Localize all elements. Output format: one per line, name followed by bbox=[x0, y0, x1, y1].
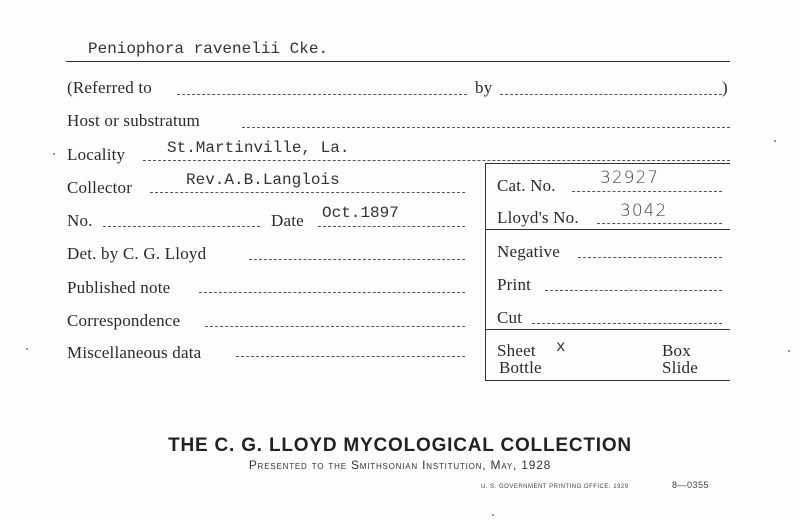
bottle-label: Bottle bbox=[499, 358, 542, 377]
date-value: Oct.1897 bbox=[322, 204, 399, 222]
cat-no-line bbox=[572, 191, 722, 192]
sheet-label: Sheet bbox=[497, 341, 536, 360]
lloyd-no-label: Lloyd's No. bbox=[497, 208, 579, 227]
date-label: Date bbox=[271, 211, 304, 230]
cat-no-value: 32927 bbox=[600, 168, 660, 188]
by-label: by bbox=[475, 78, 493, 97]
det-label: Det. by C. G. Lloyd bbox=[67, 244, 207, 263]
locality-line bbox=[143, 160, 730, 161]
printer-line: U. S. GOVERNMENT PRINTING OFFICE: 1929 bbox=[481, 484, 629, 490]
misc-line bbox=[236, 356, 465, 357]
locality-label: Locality bbox=[67, 145, 126, 164]
collection-subtitle: Presented to the Smithsonian Institution, May, 1928 bbox=[248, 458, 552, 472]
species-underline bbox=[66, 61, 730, 62]
slide-label: Slide bbox=[662, 358, 698, 377]
speck bbox=[26, 348, 28, 350]
form-code: 8—0355 bbox=[672, 480, 710, 490]
date-line bbox=[318, 226, 465, 227]
speck bbox=[53, 153, 55, 155]
box-left-border bbox=[485, 163, 486, 381]
locality-value: St.Martinville, La. bbox=[167, 139, 350, 157]
published-label: Published note bbox=[67, 278, 171, 297]
lloyd-no-value: 3042 bbox=[620, 201, 668, 221]
correspondence-label: Correspondence bbox=[67, 311, 181, 330]
cut-label: Cut bbox=[497, 308, 523, 327]
misc-label: Miscellaneous data bbox=[67, 343, 202, 362]
box-label: Box bbox=[662, 341, 691, 360]
host-line bbox=[242, 127, 730, 128]
speck bbox=[492, 514, 494, 516]
by-line bbox=[500, 94, 722, 95]
lloyd-no-line bbox=[597, 223, 722, 224]
cut-line bbox=[532, 323, 722, 324]
no-line bbox=[103, 226, 260, 227]
det-line bbox=[249, 259, 465, 260]
box-divider-1 bbox=[485, 229, 730, 230]
close-paren: ) bbox=[722, 78, 728, 97]
published-line bbox=[199, 292, 465, 293]
species-name: Peniophora ravenelii Cke. bbox=[88, 40, 329, 58]
sheet-mark: x bbox=[556, 338, 566, 356]
negative-label: Negative bbox=[497, 242, 560, 261]
no-label: No. bbox=[67, 211, 93, 230]
referred-to-line bbox=[177, 94, 467, 95]
box-top-border bbox=[485, 163, 730, 164]
speck bbox=[788, 350, 790, 352]
box-bottom-border bbox=[485, 380, 730, 381]
collector-value: Rev.A.B.Langlois bbox=[186, 171, 340, 189]
print-line bbox=[545, 290, 722, 291]
collector-line bbox=[150, 192, 465, 193]
collector-label: Collector bbox=[67, 178, 133, 197]
print-label: Print bbox=[497, 275, 532, 294]
host-label: Host or substratum bbox=[67, 111, 200, 130]
cat-no-label: Cat. No. bbox=[497, 176, 556, 195]
box-divider-2 bbox=[485, 329, 730, 330]
speck bbox=[774, 140, 776, 142]
correspondence-line bbox=[205, 326, 465, 327]
negative-line bbox=[578, 257, 722, 258]
referred-to-label: (Referred to bbox=[67, 78, 152, 97]
collection-title: THE C. G. LLOYD MYCOLOGICAL COLLECTION bbox=[168, 435, 632, 456]
